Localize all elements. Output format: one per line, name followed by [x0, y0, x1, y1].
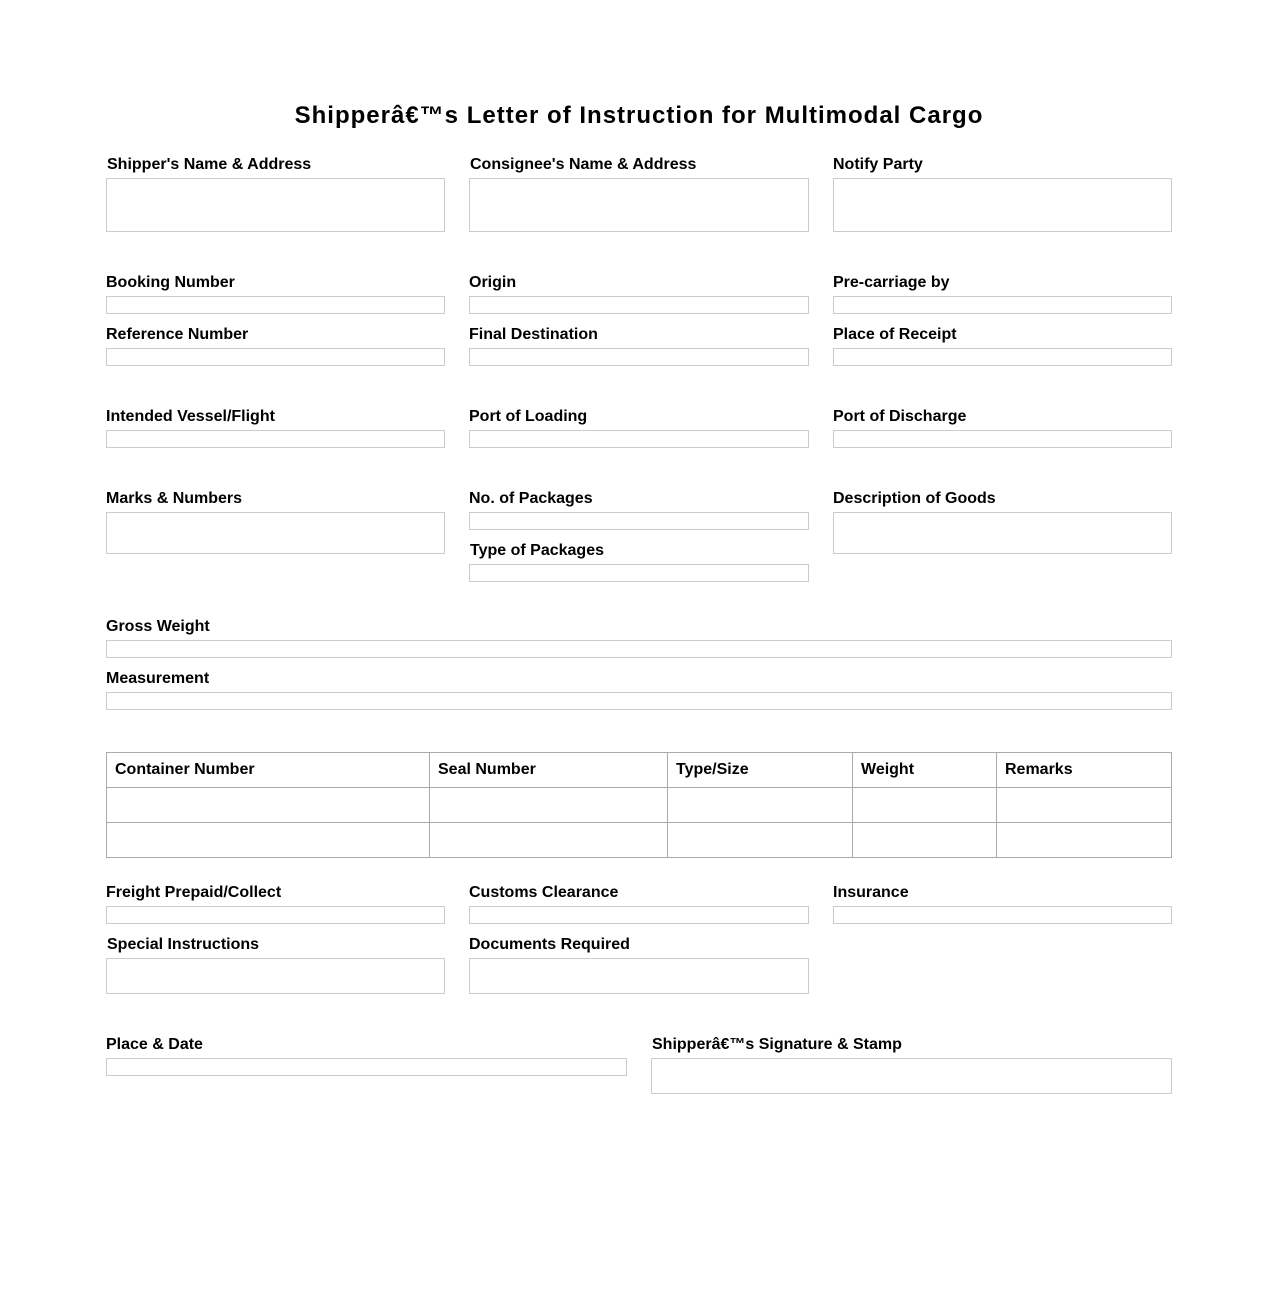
description-field[interactable] — [833, 512, 1172, 554]
col-weight: Weight — [853, 753, 997, 788]
vessel-field[interactable] — [106, 430, 445, 448]
origin-label: Origin — [469, 274, 517, 291]
place-date-field[interactable] — [106, 1058, 627, 1076]
port-discharge-field[interactable] — [833, 430, 1172, 448]
cell-remarks[interactable] — [997, 823, 1172, 858]
cell-seal-number[interactable] — [430, 823, 668, 858]
col-seal-number: Seal Number — [430, 753, 668, 788]
gross-weight-field[interactable] — [106, 640, 1172, 658]
table-header-row — [107, 753, 1172, 788]
freight-field[interactable] — [106, 906, 445, 924]
port-loading-label: Port of Loading — [469, 408, 588, 425]
consignee-label: Consignee's Name & Address — [470, 156, 697, 173]
cell-type-size[interactable] — [668, 788, 853, 823]
signature-field[interactable] — [651, 1058, 1172, 1094]
col-container-number: Container Number — [107, 753, 430, 788]
place-receipt-field[interactable] — [833, 348, 1172, 366]
cell-seal-number[interactable] — [430, 788, 668, 823]
cell-weight[interactable] — [853, 788, 997, 823]
type-packages-field[interactable] — [469, 564, 809, 582]
col-remarks: Remarks — [997, 753, 1172, 788]
measurement-label: Measurement — [106, 670, 210, 687]
page-title: Shipperâ€™s Letter of Instruction for Multimodal Cargo — [294, 102, 984, 129]
vessel-label: Intended Vessel/Flight — [106, 408, 275, 425]
insurance-field[interactable] — [833, 906, 1172, 924]
port-loading-field[interactable] — [469, 430, 809, 448]
marks-field[interactable] — [106, 512, 445, 554]
type-packages-label: Type of Packages — [470, 542, 604, 559]
insurance-label: Insurance — [833, 884, 909, 901]
description-label: Description of Goods — [833, 490, 996, 507]
notify-field[interactable] — [833, 178, 1172, 232]
origin-field[interactable] — [469, 296, 809, 314]
signature-label: Shipperâ€™s Signature & Stamp — [652, 1036, 902, 1053]
booking-label: Booking Number — [106, 274, 235, 291]
shipper-label: Shipper's Name & Address — [107, 156, 312, 173]
measurement-field[interactable] — [106, 692, 1172, 710]
shipper-field[interactable] — [106, 178, 445, 232]
port-discharge-label: Port of Discharge — [833, 408, 967, 425]
col-type-size: Type/Size — [668, 753, 853, 788]
notify-label: Notify Party — [833, 156, 923, 173]
reference-field[interactable] — [106, 348, 445, 366]
special-label: Special Instructions — [107, 936, 260, 953]
marks-label: Marks & Numbers — [106, 490, 243, 507]
num-packages-field[interactable] — [469, 512, 809, 530]
reference-label: Reference Number — [106, 326, 249, 343]
final-destination-field[interactable] — [469, 348, 809, 366]
consignee-field[interactable] — [469, 178, 809, 232]
table-row — [107, 823, 1172, 858]
cell-weight[interactable] — [853, 823, 997, 858]
special-field[interactable] — [106, 958, 445, 994]
table-row — [107, 788, 1172, 823]
gross-weight-label: Gross Weight — [106, 618, 210, 635]
precarriage-label: Pre-carriage by — [833, 274, 950, 291]
cell-type-size[interactable] — [668, 823, 853, 858]
cell-remarks[interactable] — [997, 788, 1172, 823]
cell-container-number[interactable] — [107, 788, 430, 823]
customs-label: Customs Clearance — [469, 884, 619, 901]
precarriage-field[interactable] — [833, 296, 1172, 314]
final-destination-label: Final Destination — [469, 326, 598, 343]
place-date-label: Place & Date — [106, 1036, 203, 1053]
freight-label: Freight Prepaid/Collect — [106, 884, 282, 901]
booking-field[interactable] — [106, 296, 445, 314]
cell-container-number[interactable] — [107, 823, 430, 858]
container-table — [106, 752, 1172, 858]
num-packages-label: No. of Packages — [469, 490, 593, 507]
documents-field[interactable] — [469, 958, 809, 994]
customs-field[interactable] — [469, 906, 809, 924]
documents-label: Documents Required — [469, 936, 630, 953]
place-receipt-label: Place of Receipt — [833, 326, 957, 343]
